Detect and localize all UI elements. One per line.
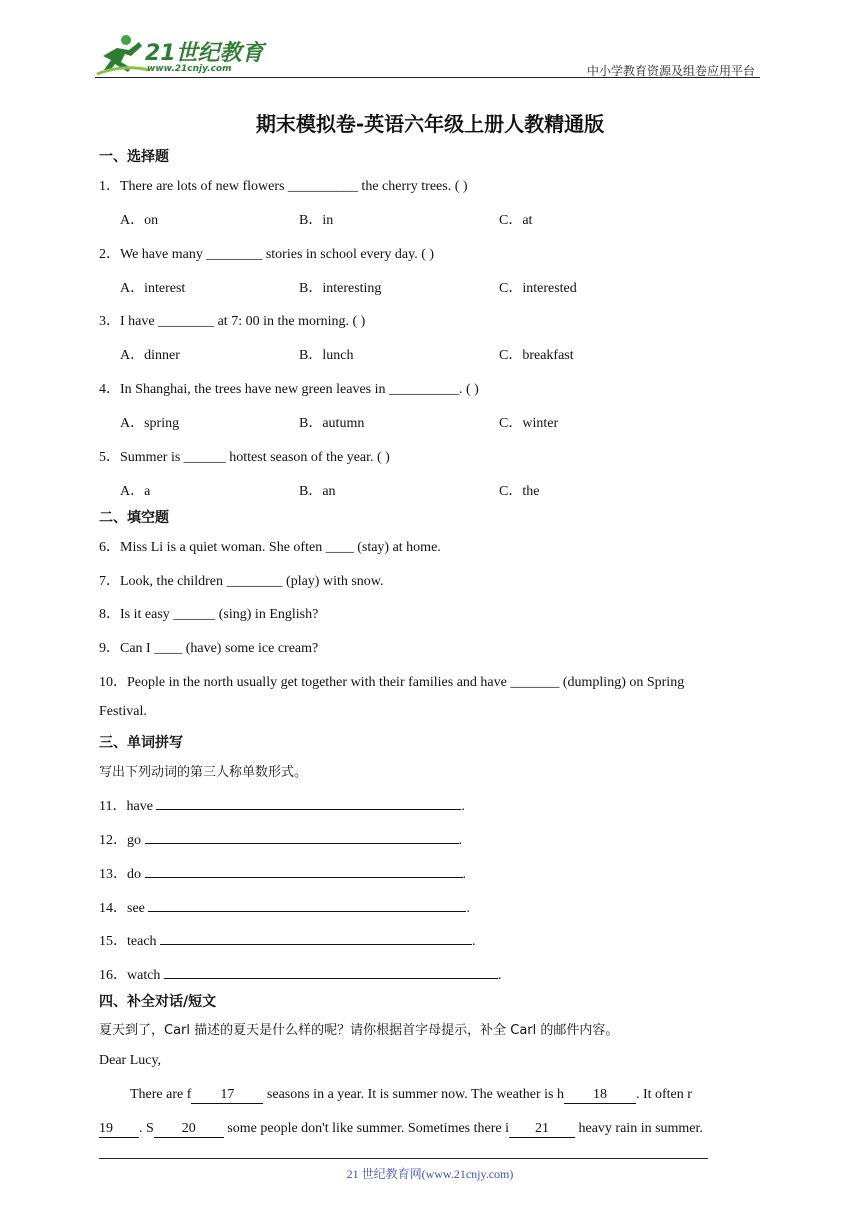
option-a[interactable]: A．on — [120, 213, 159, 228]
passage-instruction-text: 夏天到了，Carl 描述的夏天是什么样的呢？请你根据首字母提示，补全 Carl 的邮件内容。 — [99, 1023, 619, 1038]
question-number: 4． — [99, 382, 120, 397]
answer-line[interactable] — [148, 897, 466, 912]
answer-blank[interactable]: _______ — [510, 675, 560, 690]
question-text: I have ________ at 7: 00 in the morning. ( ) — [120, 314, 366, 329]
question-number: 10． — [99, 675, 127, 690]
letter-greeting: Dear Lucy, — [99, 1053, 162, 1068]
option-b[interactable]: B．autumn — [299, 416, 365, 431]
section-heading: 一、选择题 — [99, 149, 169, 165]
question-number: 12． — [99, 833, 127, 848]
blank-21[interactable]: 21 — [509, 1121, 575, 1138]
option-a[interactable]: A．a — [120, 484, 151, 499]
question-text: We have many ________ stories in school every day. ( ) — [120, 247, 435, 262]
question-number: 16． — [99, 968, 127, 983]
question-word: teach — [127, 934, 157, 949]
option-c[interactable]: C．breakfast — [499, 348, 574, 363]
answer-line[interactable] — [164, 964, 498, 979]
site-logo — [95, 34, 265, 78]
question-continuation: Festival. — [99, 704, 147, 719]
passage-text: . It often r — [635, 1087, 692, 1102]
fill-question — [99, 671, 684, 691]
question-word: watch — [127, 968, 161, 983]
page-title: 期末模拟卷-英语六年级上册人教精通版 — [255, 112, 605, 136]
section-heading: 二、填空题 — [99, 510, 169, 526]
spelling-question: 15．teach . — [99, 930, 476, 950]
question-number: 8． — [99, 607, 120, 622]
question-text: (dumpling) on Spring — [559, 675, 685, 690]
runner-logo-icon — [95, 34, 151, 76]
spelling-question: 11．have . — [99, 795, 465, 815]
question-text: In Shanghai, the trees have new green leaves in __________. ( ) — [120, 382, 479, 397]
answer-line[interactable] — [156, 795, 461, 810]
section-heading: 三、单词拼写 — [99, 735, 183, 751]
passage-instruction — [99, 1019, 618, 1038]
fill-question — [99, 603, 318, 623]
header-rule — [95, 77, 760, 78]
answer-line[interactable] — [145, 863, 463, 878]
question-stem — [99, 310, 365, 330]
option-b[interactable]: B．in — [299, 213, 334, 228]
question-stem — [99, 243, 434, 263]
question-stem — [99, 446, 390, 466]
question-number: 6． — [99, 540, 120, 555]
question-stem — [99, 175, 468, 195]
question-word: see — [127, 901, 145, 916]
blank-20[interactable]: 20 — [154, 1121, 224, 1138]
logo-url: www.21cnjy.com — [147, 64, 232, 74]
question-number: 3． — [99, 314, 120, 329]
passage-line-2 — [99, 1121, 703, 1138]
logo-text: 21世纪教育 — [145, 41, 264, 66]
fill-question — [99, 637, 318, 657]
option-c[interactable]: C．at — [499, 213, 533, 228]
question-text: (have) some ice cream? — [182, 641, 319, 656]
option-a[interactable]: A．interest — [120, 281, 186, 296]
spelling-question: 14．see . — [99, 897, 470, 917]
option-b[interactable]: B．an — [299, 484, 336, 499]
footer-text: 21 世纪教育网(www.21cnjy.com) — [346, 1167, 514, 1181]
passage-line-1 — [130, 1087, 692, 1104]
blank-17[interactable]: 17 — [191, 1087, 263, 1104]
footer-rule — [99, 1158, 708, 1159]
question-word: do — [127, 867, 141, 882]
header-right-text: 中小学教育资源及组卷应用平台 — [586, 64, 755, 78]
question-text: People in the north usually get together with their families and have — [127, 675, 511, 690]
question-number: 11． — [99, 799, 127, 814]
option-b[interactable]: B．lunch — [299, 348, 354, 363]
question-stem — [99, 378, 479, 398]
option-a[interactable]: A．spring — [120, 416, 180, 431]
question-word: have — [126, 799, 153, 814]
answer-blank[interactable]: ____ — [154, 641, 183, 656]
question-text: Can I — [120, 641, 155, 656]
question-text: (sing) in English? — [215, 607, 319, 622]
option-c[interactable]: C．the — [499, 484, 540, 499]
question-text: There are lots of new flowers __________ the cherry trees. ( ) — [120, 179, 468, 194]
option-a[interactable]: A．dinner — [120, 348, 180, 363]
question-number: 1． — [99, 179, 120, 194]
option-c[interactable]: C．winter — [499, 416, 559, 431]
question-text: (play) with snow. — [282, 574, 384, 589]
question-number: 15． — [99, 934, 127, 949]
passage-text: seasons in a year. It is summer now. The weather is h — [266, 1087, 564, 1102]
question-text: Look, the children — [120, 574, 227, 589]
fill-question — [99, 570, 384, 590]
answer-blank[interactable]: ______ — [173, 607, 216, 622]
question-number: 9． — [99, 641, 120, 656]
answer-line[interactable] — [145, 829, 459, 844]
question-number: 7． — [99, 574, 120, 589]
passage-text: heavy rain in summer. — [578, 1121, 703, 1136]
answer-blank[interactable]: ________ — [226, 574, 283, 589]
section-heading: 四、补全对话/短文 — [99, 994, 217, 1010]
passage-text: some people don't like summer. Sometimes there i — [227, 1121, 509, 1136]
option-b[interactable]: B．interesting — [299, 281, 382, 296]
answer-blank[interactable]: ____ — [325, 540, 354, 555]
passage-text: There are f — [130, 1087, 192, 1102]
blank-19[interactable]: 19 — [99, 1121, 139, 1138]
spelling-instruction: 写出下列动词的第三人称单数形式。 — [99, 765, 308, 780]
question-word: go — [127, 833, 141, 848]
question-text: Summer is ______ hottest season of the year. ( ) — [120, 450, 390, 465]
question-number: 13． — [99, 867, 127, 882]
question-number: 2． — [99, 247, 120, 262]
spelling-question: 13．do . — [99, 863, 466, 883]
question-text: (stay) at home. — [353, 540, 441, 555]
passage-text: . S — [139, 1121, 154, 1136]
answer-line[interactable] — [160, 930, 472, 945]
option-c[interactable]: C．interested — [499, 281, 577, 296]
fill-question — [99, 536, 441, 556]
question-number: 14． — [99, 901, 127, 916]
blank-18[interactable]: 18 — [564, 1087, 636, 1104]
question-text: Is it easy — [120, 607, 174, 622]
question-number: 5． — [99, 450, 120, 465]
question-text: Miss Li is a quiet woman. She often — [120, 540, 326, 555]
spelling-question: 16．watch . — [99, 964, 501, 984]
spelling-question: 12．go . — [99, 829, 462, 849]
